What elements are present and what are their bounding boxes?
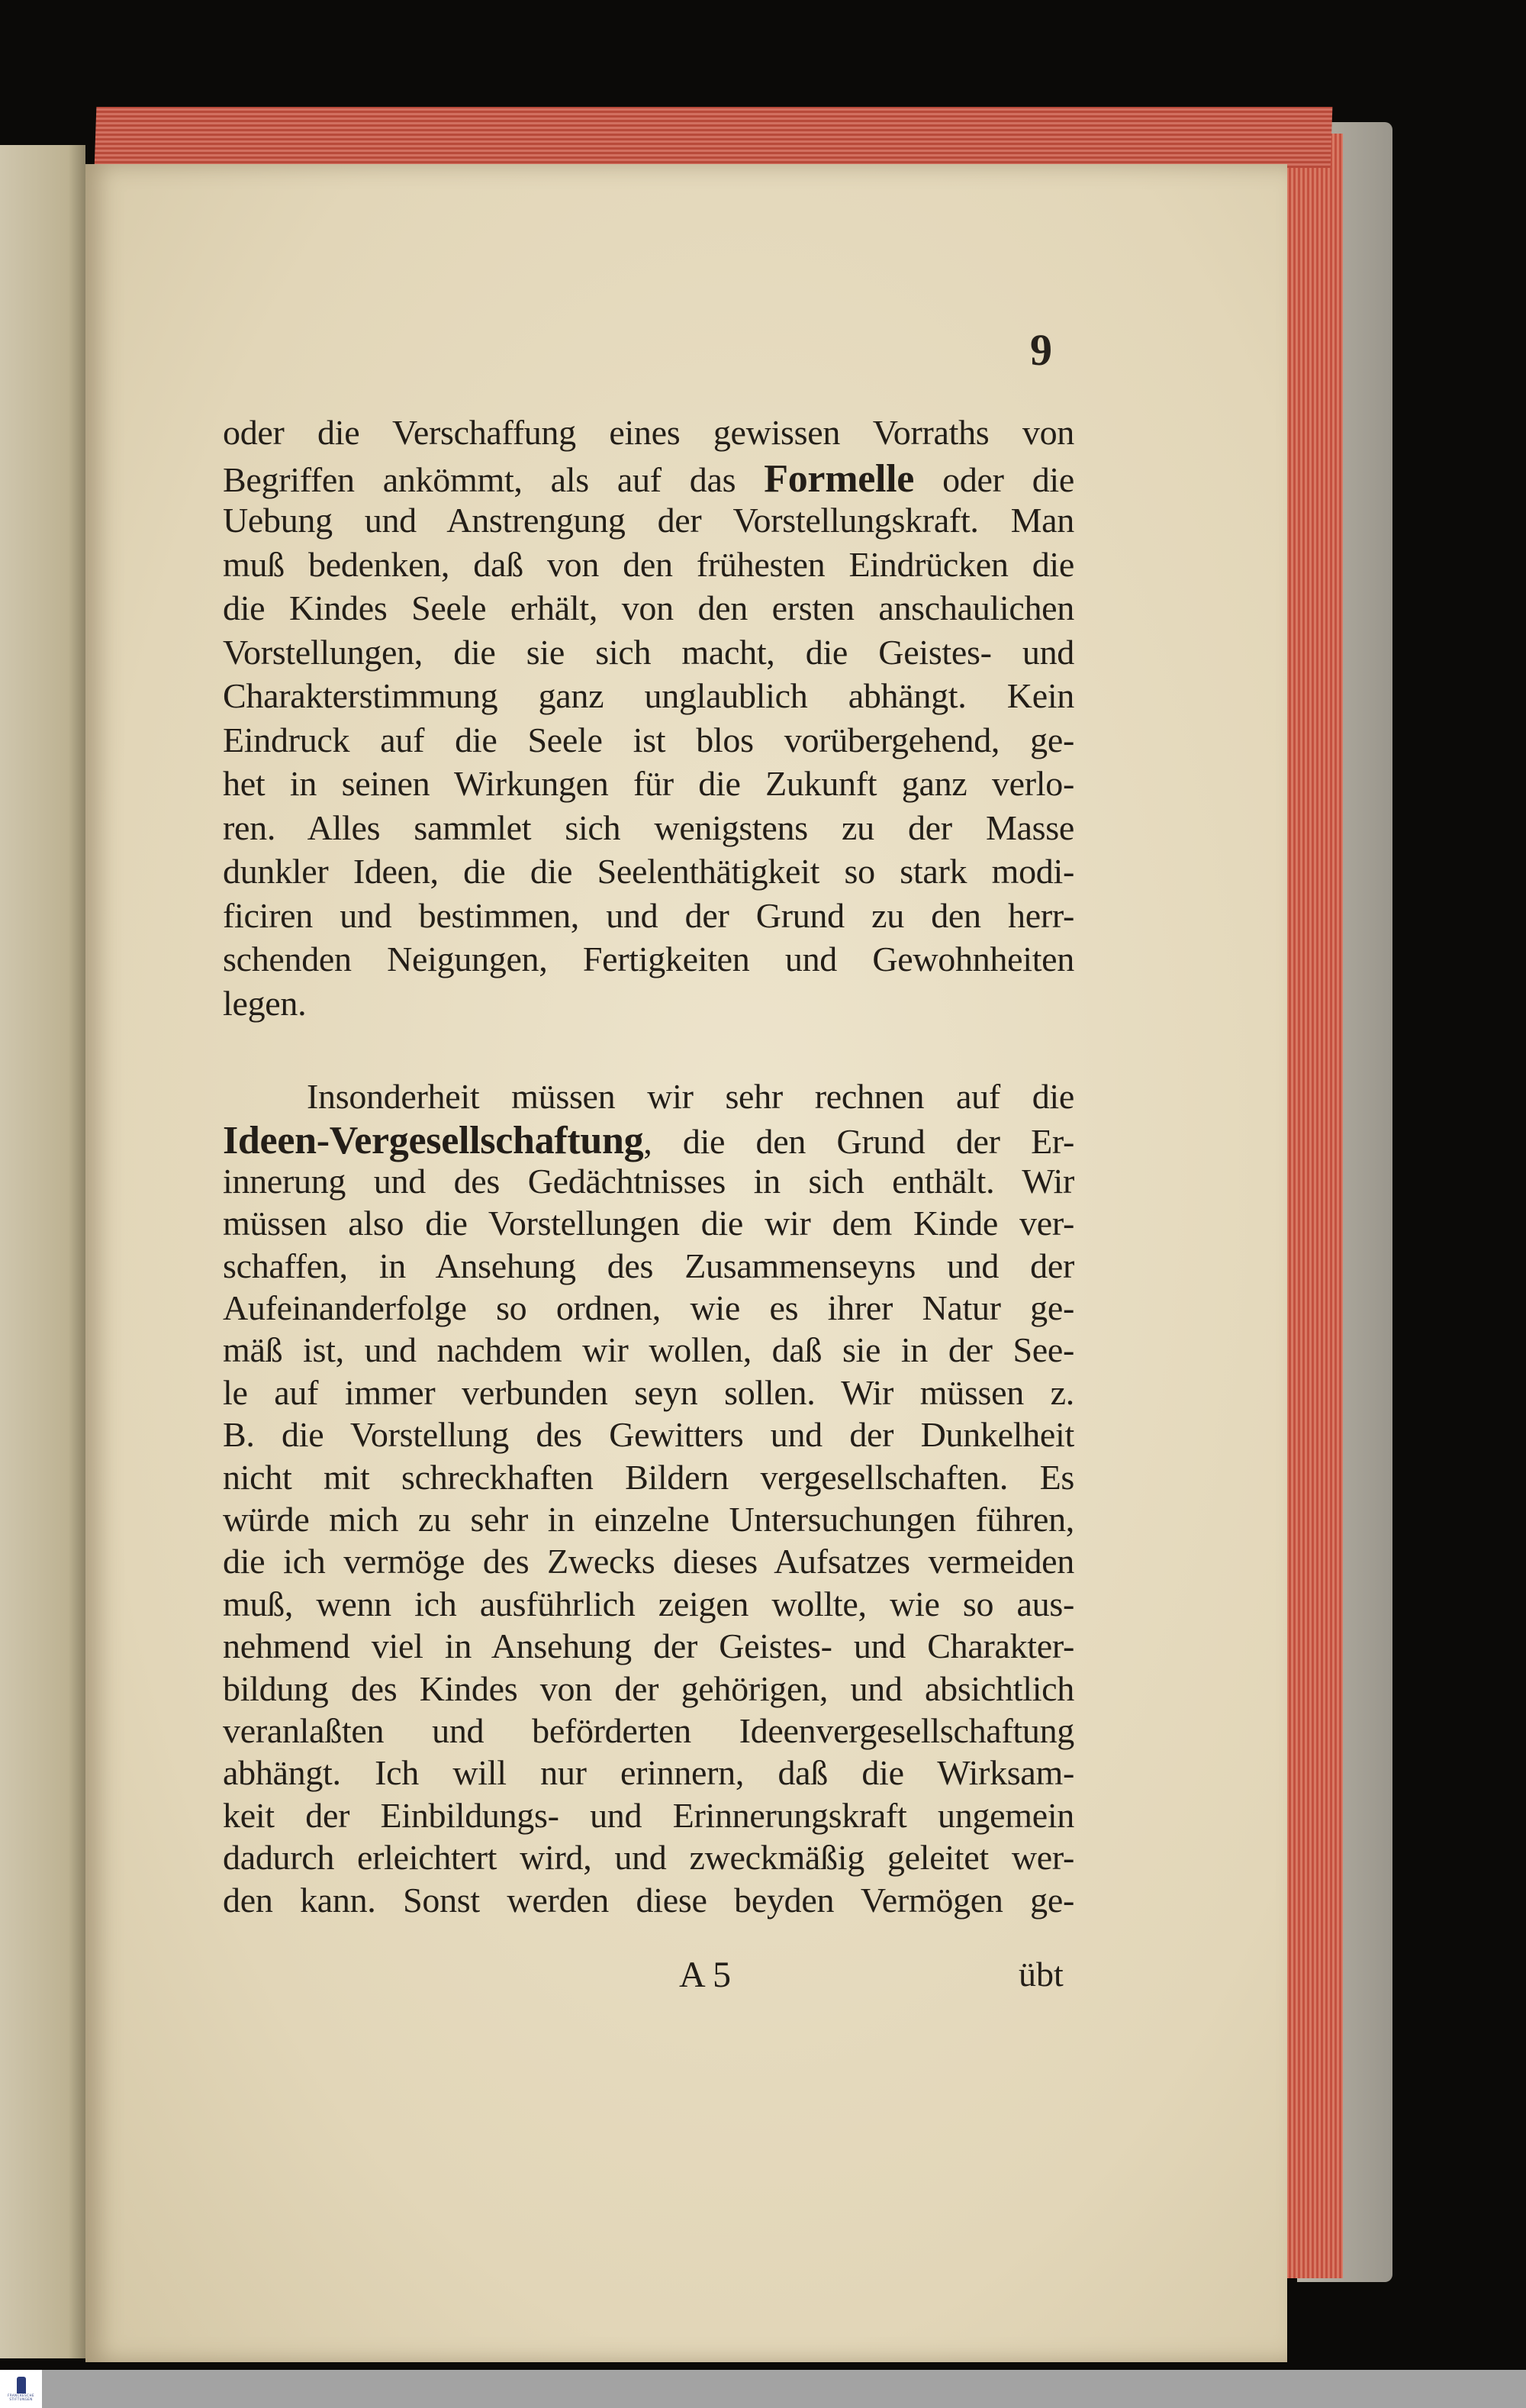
text-line xyxy=(223,588,1074,628)
text-line xyxy=(223,1246,1074,1286)
text-segment: Begriffen ankömmt, als auf das xyxy=(223,459,765,499)
text-line xyxy=(223,1118,1074,1163)
text-line xyxy=(223,1795,1074,1836)
text-segment: keit der Einbildungs- und Erinnerungskraft ungemein xyxy=(223,1795,1074,1835)
text-segment: nicht mit schreckhaften Bildern vergesellschaften. Es xyxy=(223,1457,1074,1497)
text-line xyxy=(223,1499,1074,1539)
text-segment: ren. Alles sammlet sich wenigstens zu der Masse xyxy=(223,808,1074,847)
text-line xyxy=(223,1330,1074,1370)
text-line xyxy=(223,763,1074,804)
text-segment: veranlaßten und beförderten Ideenvergesellschaftung xyxy=(223,1711,1074,1750)
text-segment: oder die Verschaffung eines gewissen Vorraths von xyxy=(223,413,1074,452)
institution-logo xyxy=(0,2370,42,2408)
text-line xyxy=(223,1880,1074,1920)
text-line xyxy=(223,1203,1074,1243)
red-page-edges-top xyxy=(95,107,1333,168)
text-segment: le auf immer verbunden seyn sollen. Wir müssen z. xyxy=(223,1372,1074,1412)
text-line xyxy=(307,1076,1074,1117)
text-line xyxy=(223,1161,1074,1201)
text-segment: die ich vermöge des Zwecks dieses Aufsatzes vermeiden xyxy=(223,1542,1074,1581)
text-line xyxy=(223,1541,1074,1581)
text-segment: die Kindes Seele erhält, von den ersten anschaulichen xyxy=(223,588,1074,627)
text-line xyxy=(223,1668,1074,1709)
text-segment: Eindruck auf die Seele ist blos vorübergehend, ge- xyxy=(223,720,1074,759)
viewer-bottom-strip xyxy=(0,2370,1526,2408)
text-segment: nehmend viel in Ansehung der Geistes- und Charakter- xyxy=(223,1626,1074,1666)
text-line xyxy=(223,720,1074,760)
text-segment: dunkler Ideen, die die Seelenthätigkeit so stark modi- xyxy=(223,852,1074,891)
text-line xyxy=(223,1584,1074,1624)
text-line xyxy=(223,1626,1074,1666)
text-segment: muß, wenn ich ausführlich zeigen wollte, wie so aus- xyxy=(223,1584,1074,1623)
text-line xyxy=(223,412,1074,453)
text-segment: schenden Neigungen, Fertigkeiten und Gewohnheiten xyxy=(223,940,1074,978)
text-segment: B. die Vorstellung des Gewitters und der Dunkelheit xyxy=(223,1415,1074,1455)
logo-figure-icon xyxy=(17,2377,26,2393)
text-line xyxy=(223,1288,1074,1328)
text-segment: dadurch erleichtert wird, und zweckmäßig geleitet wer- xyxy=(223,1838,1074,1878)
text-segment: den kann. Sonst werden diese beyden Vermögen ge- xyxy=(223,1880,1074,1920)
text-segment: bildung des Kindes von der gehörigen, und absichtlich xyxy=(223,1668,1074,1708)
text-line xyxy=(223,675,1074,716)
text-segment: würde mich zu sehr in einzelne Untersuchungen führen, xyxy=(223,1500,1074,1539)
text-segment: oder die xyxy=(914,459,1074,499)
text-line xyxy=(223,456,1074,501)
text-segment: muß bedenken, daß von den frühesten Eindrücken die xyxy=(223,544,1074,584)
text-line xyxy=(223,1837,1074,1878)
text-segment: legen. xyxy=(223,983,307,1023)
text-segment: abhängt. Ich will nur erinnern, daß die Wirksam- xyxy=(223,1753,1074,1793)
text-segment: Aufeinanderfolge so ordnen, wie es ihrer Natur ge- xyxy=(223,1288,1074,1327)
text-segment: müssen also die Vorstellungen die wir dem Kinde ver- xyxy=(223,1204,1074,1243)
signature-mark: A 5 xyxy=(679,1955,732,1995)
text-segment: het in seinen Wirkungen für die Zukunft ganz verlo- xyxy=(223,764,1074,803)
text-segment: Uebung und Anstrengung der Vorstellungskraft. Man xyxy=(223,501,1074,540)
text-line xyxy=(223,1414,1074,1455)
text-segment: Charakterstimmung ganz unglaublich abhängt. Kein xyxy=(223,676,1074,715)
logo-text: FRANCKESCHE STIFTUNGEN xyxy=(8,2393,34,2401)
catchword: übt xyxy=(1019,1955,1064,1994)
text-line xyxy=(223,500,1074,540)
text-segment: schaffen, in Ansehung des Zusammenseyns und der xyxy=(223,1246,1074,1285)
page-number: 9 xyxy=(1030,325,1052,375)
text-segment: Vorstellungen, die sie sich macht, die Geistes- und xyxy=(223,632,1074,672)
previous-page-edge xyxy=(0,145,85,2358)
text-line xyxy=(223,632,1074,672)
emphasized-term: Formelle xyxy=(764,456,915,501)
text-line xyxy=(223,1457,1074,1497)
text-line xyxy=(223,1710,1074,1751)
text-line xyxy=(223,1752,1074,1793)
text-segment: innerung und des Gedächtnisses in sich enthält. Wir xyxy=(223,1161,1074,1201)
text-segment: , die den Grund der Er- xyxy=(643,1122,1074,1162)
text-line xyxy=(223,851,1074,891)
text-segment: Insonderheit müssen wir sehr rechnen auf die xyxy=(307,1077,1074,1116)
text-line xyxy=(223,808,1074,848)
text-line xyxy=(223,895,1074,936)
emphasized-term: Ideen-Vergesellschaftung xyxy=(223,1119,644,1163)
text-line xyxy=(223,983,1074,1023)
text-segment: ficiren und bestimmen, und der Grund zu den herr- xyxy=(223,895,1074,935)
text-segment: mäß ist, und nachdem wir wollen, daß sie in der See- xyxy=(223,1330,1074,1370)
text-line xyxy=(223,939,1074,979)
text-line xyxy=(223,1372,1074,1413)
text-line xyxy=(223,544,1074,585)
